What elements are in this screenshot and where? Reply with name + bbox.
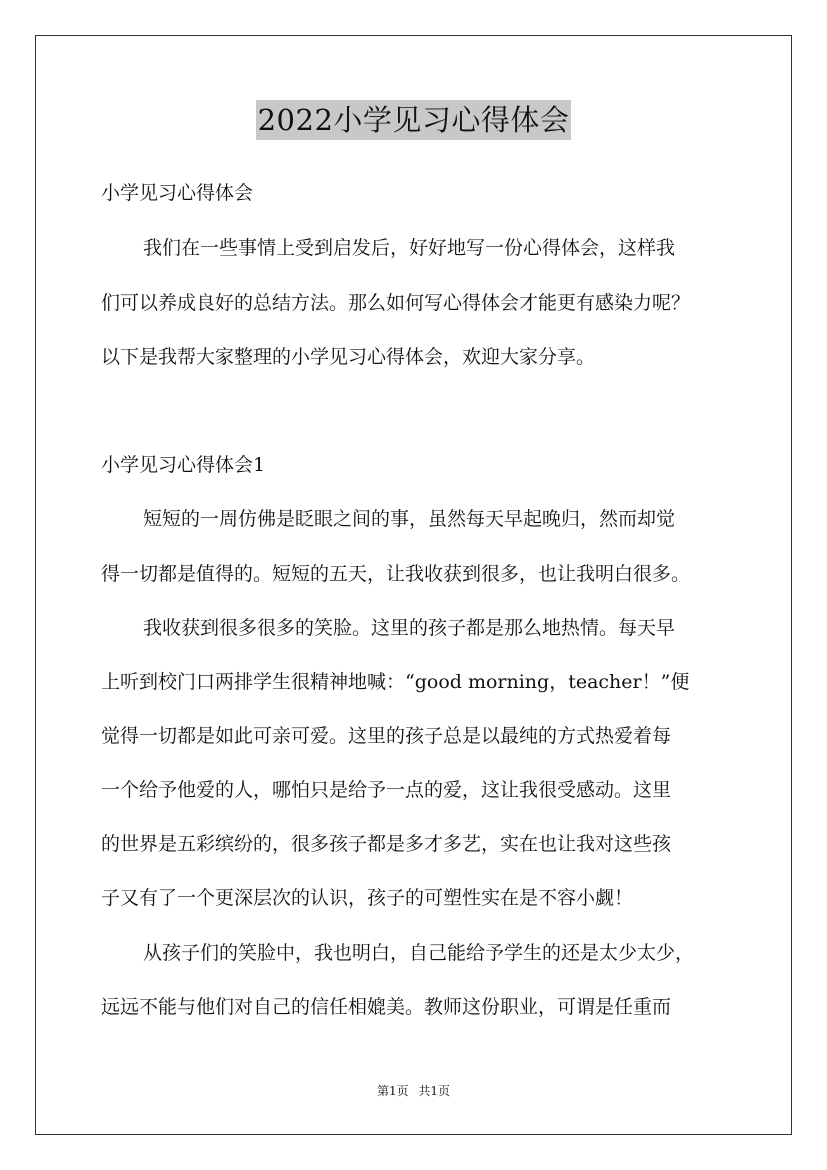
page-total: 共1页 [418,1084,451,1098]
intro-line-3: 以下是我帮大家整理的小学见习心得体会，欢迎大家分享。 [101,346,596,368]
body-line-7: 的世界是五彩缤纷的，很多孩子都是多才多艺，实在也让我对这些孩 [101,833,672,855]
body-line-1: 短短的一周仿佛是眨眼之间的事，虽然每天早起晚归，然而却觉 [143,508,676,530]
body-line-10: 远远不能与他们对自己的信任相媲美。教师这份职业，可谓是任重而 [101,996,672,1018]
document-title: 2022小学见习心得体会 [256,100,572,140]
body-line-3: 我收获到很多很多的笑脸。这里的孩子都是那么地热情。每天早 [143,617,676,639]
page-footer [0,1083,827,1099]
body-line-2: 得一切都是值得的。短短的五天，让我收获到很多，也让我明白很多。 [101,563,691,585]
title-container [0,100,827,140]
intro-line-2: 们可以养成良好的总结方法。那么如何写心得体会才能更有感染力呢？ [101,292,691,314]
section-heading: 小学见习心得体会1 [101,454,266,476]
body-line-5: 觉得一切都是如此可亲可爱。这里的孩子总是以最纯的方式热爱着每 [101,725,672,747]
body-line-8: 子又有了一个更深层次的认识，孩子的可塑性实在是不容小觑！ [101,887,634,909]
body-line-6: 一个给予他爱的人，哪怕只是给予一点的爱，这让我很受感动。这里 [101,779,672,801]
body-line-9: 从孩子们的笑脸中，我也明白，自己能给予学生的还是太少太少， [143,942,695,964]
body-line-4: 上听到校门口两排学生很精神地喊：“good morning，teacher！”便 [101,671,690,693]
subtitle: 小学见习心得体会 [101,182,254,204]
page-number: 第1页 [376,1084,409,1098]
intro-line-1: 我们在一些事情上受到启发后，好好地写一份心得体会，这样我 [143,237,676,259]
